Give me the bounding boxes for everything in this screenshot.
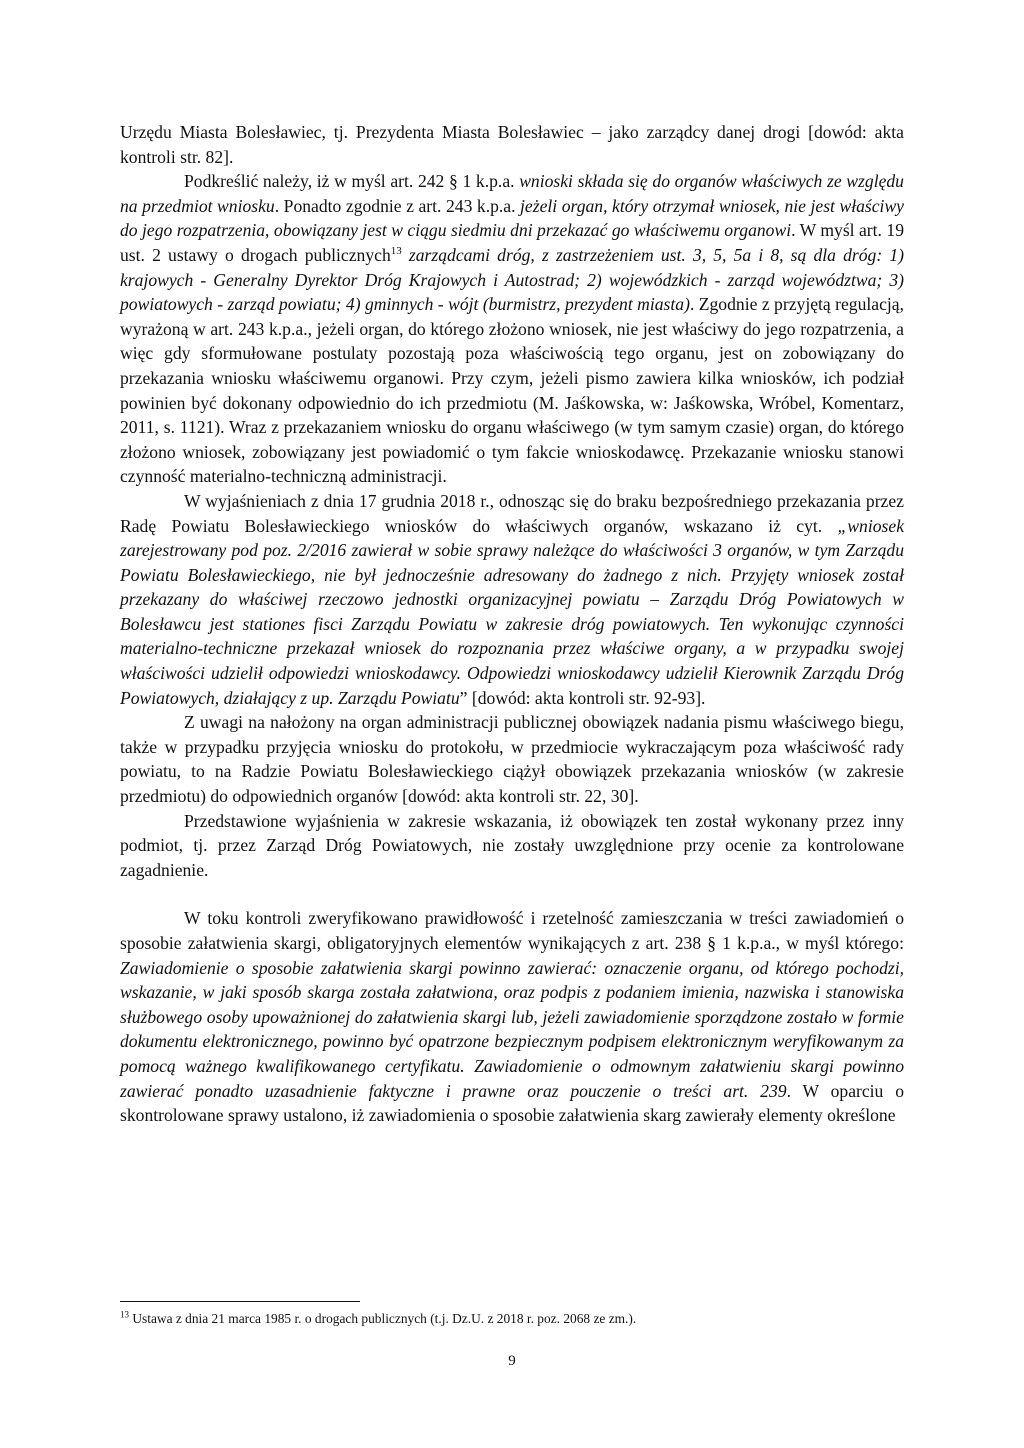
document-body [120, 120, 904, 1128]
footnote-text: Ustawa z dnia 21 marca 1985 r. o drogach publicznych (t.j. Dz.U. z 2018 r. poz. 2068 ze zm.). [129, 1311, 637, 1326]
page-number: 9 [508, 1353, 516, 1369]
paragraph-6: W toku kontroli zweryfikowano prawidłowość i rzetelność zamieszczania w treści zawiadomień o sposobie załatwienia skargi, obligatoryjnych elementów wynikających z art. 238 § 1 k.p.a., w myśl którego: Zawiadomienie o sposobie załatwienia skargi powinno zawierać: oznaczenie organu, od którego pochodzi, wskazanie, w jaki sposób skarga została załatwiona, oraz podpis z podaniem imienia, nazwiska i stanowiska służbowego osoby upoważnionej do załatwienia skargi lub, jeżeli zawiadomienie sporządzone zostało w formie dokumentu elektronicznego, powinno być opatrzone bezpiecznym podpisem elektronicznym weryfikowanym za pomocą ważnego kwalifikowanego certyfikatu. Zawiadomienie o odmownym załatwieniu skargi powinno zawierać ponadto uzasadnienie faktyczne i prawne oraz pouczenie o treści art. 239. W oparciu o skontrolowane sprawy ustalono, iż zawiadomienia o sposobie załatwienia skarg zawierały elementy określone [120, 908, 904, 1126]
footnote-separator [120, 1301, 360, 1302]
footnote-number: 13 [120, 1309, 129, 1320]
paragraph-1: Urzędu Miasta Bolesławiec, tj. Prezydenta Miasta Bolesławiec – jako zarządcy danej drogi [dowód: akta kontroli str. 82]. [120, 122, 904, 167]
footnote-ref: 13 [390, 245, 402, 258]
footnote [120, 1310, 904, 1328]
paragraph-3: W wyjaśnieniach z dnia 17 grudnia 2018 r., odnosząc się do braku bezpośredniego przekazania przez Radę Powiatu Bolesławieckiego wniosków do właściwych organów, wskazano iż cyt. „wniosek zarejestrowany pod poz. 2/2016 zawierał w sobie sprawy należące do właściwości 3 organów, w tym Zarządu Powiatu Bolesławieckiego, nie był jednocześnie adresowany do żadnego z nich. Przyjęty wniosek został przekazany do właściwej rzeczowo jednostki organizacyjnej powiatu – Zarządu Dróg Powiatowych w Bolesławcu jest stationes fisci Zarządu Powiatu w zakresie dróg powiatowych. Ten wykonując czynności materialno-techniczne przekazał wniosek do rozpoznania przez właściwe organy, a w przypadku swojej właściwości udzielił odpowiedzi wnioskodawcy. Odpowiedzi wnioskodawcy udzielił Kierownik Zarządu Dróg Powiatowych, działający z up. Zarządu Powiatu” [dowód: akta kontroli str. 92-93]. [120, 490, 904, 708]
paragraph-gap [120, 882, 904, 906]
paragraph-4: Z uwagi na nałożony na organ administracji publicznej obowiązek nadania pismu właściwego biegu, także w przypadku przyjęcia wniosku do protokołu, w przedmiocie wykraczającym poza właściwość rady powiatu, to na Radzie Powiatu Bolesławieckiego ciążył obowiązek przekazania wniosków (w zakresie przedmiotu) do odpowiednich organów [dowód: akta kontroli str. 22, 30]. [120, 712, 904, 807]
paragraph-2: Podkreślić należy, iż w myśl art. 242 § 1 k.p.a. wnioski składa się do organów właściwych ze względu na przedmiot wniosku. Ponadto zgodnie z art. 243 k.p.a. jeżeli organ, który otrzymał wniosek, nie jest właściwy do jego rozpatrzenia, obowiązany jest w ciągu siedmiu dni przekazać go właściwemu organowi. W myśl art. 19 ust. 2 ustawy o drogach publicznych$^{13}$ zarządcami dróg, z zastrzeżeniem ust. 3, 5, 5a i 8, są dla dróg: 1) krajowych - Generalny Dyrektor Dróg Krajowych i Autostrad; 2) wojewódzkich - zarząd województwa; 3) powiatowych - zarząd powiatu; 4) gminnych - wójt (burmistrz, prezydent miasta). Zgodnie z przyjętą regulacją, wyrażoną w art. 243 k.p.a., jeżeli organ, do którego złożono wniosek, nie jest właściwy do jego rozpatrzenia, a więc gdy sformułowane postulaty pozostają poza właściwością tego organu, jest on zobowiązany do przekazania wniosku właściwemu organowi. Przy czym, jeżeli pismo zawiera kilka wniosków, ich podział powinien być dokonany odpowiednio do ich przedmiotu (M. Jaśkowska, w: Jaśkowska, Wróbel, Komentarz, 2011, s. 1121). Wraz z przekazaniem wniosku do organu właściwego (w tym samym czasie) organ, do którego złożono wniosek, zobowiązany jest powiadomić o tym fakcie wnioskodawcę. Przekazanie wniosku stanowi czynność materialno-techniczną administracji. [120, 171, 905, 487]
paragraph-5: Przedstawione wyjaśnienia w zakresie wskazania, iż obowiązek ten został wykonany przez inny podmiot, tj. przez Zarząd Dróg Powiatowych, nie zostały uwzględnione przy ocenie za kontrolowane zagadnienie. [120, 810, 904, 880]
